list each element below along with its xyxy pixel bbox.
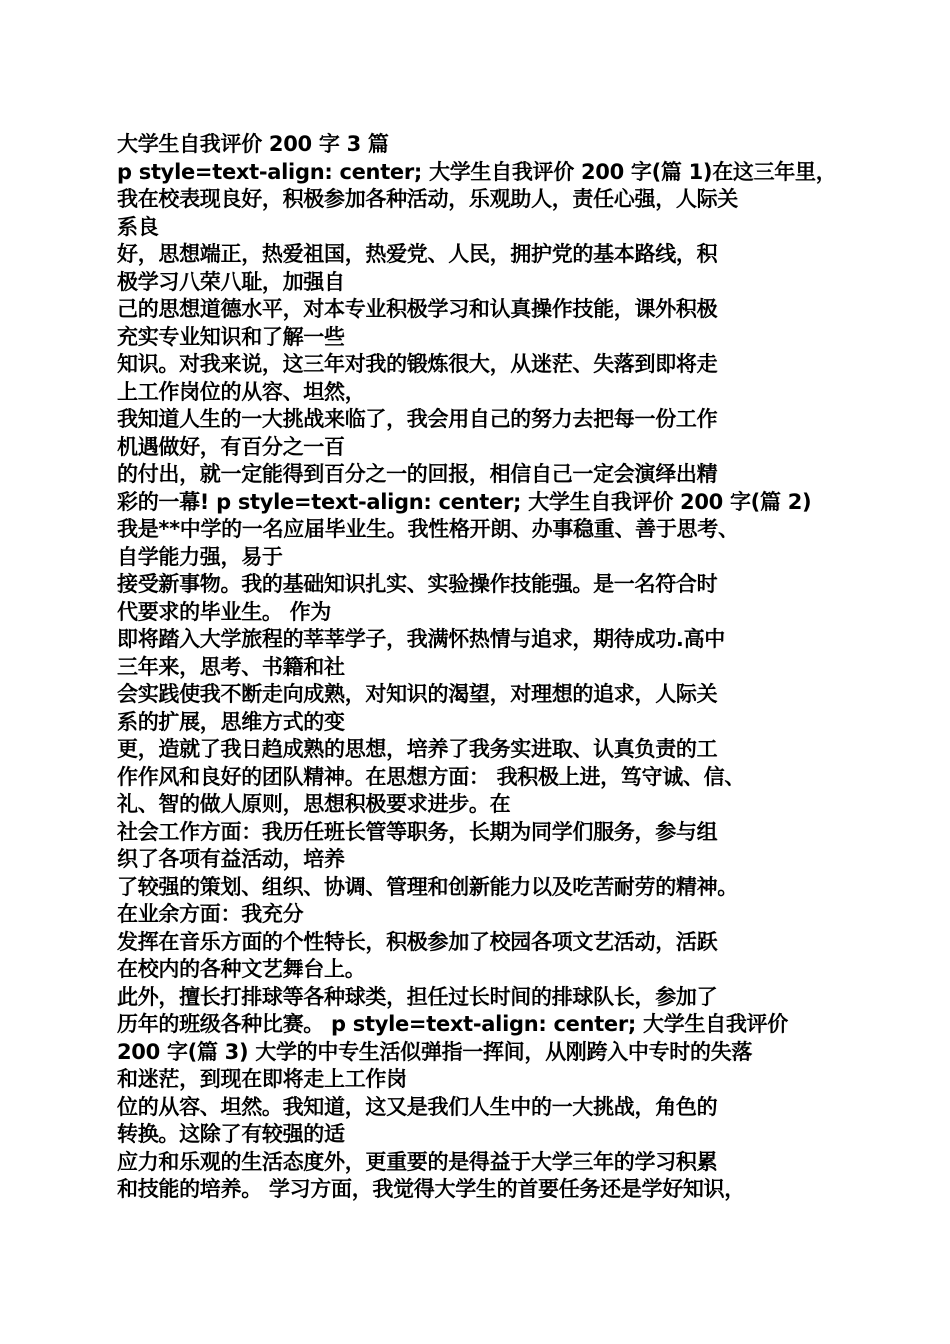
text-line: 极学习八荣八耻，加强自 <box>117 269 345 294</box>
text-line: 我是**中学的一名应届毕业生。我性格开朗、办事稳重、善于思考、 <box>117 517 739 541</box>
text-line: 在校内的各种文艺舞台上。 <box>117 957 366 981</box>
text-line: 社会工作方面：我历任班长管等职务，长期为同学们服务，参与组 <box>117 819 718 844</box>
text-line: 历年的班级各种比赛。 p style=text-align: center; 大学生自我评价 <box>117 1012 788 1036</box>
text-line: 更，造就了我日趋成熟的思想，培养了我务实进取、认真负责的工 <box>117 737 718 761</box>
text-line: 我在校表现良好，积极参加各种活动，乐观助人，责任心强，人际关 <box>117 187 738 211</box>
text-line: 礼、智的做人原则，思想积极要求进步。在 <box>117 792 511 816</box>
text-line: 己的思想道德水平，对本专业积极学习和认真操作技能，课外积极 <box>117 297 718 321</box>
text-line: 代要求的毕业生。 作为 <box>117 599 332 624</box>
text-line: 位的从容、坦然。我知道，这又是我们人生中的一大挑战，角色的 <box>117 1094 718 1119</box>
text-line: 200 字(篇 3) 大学的中专生活似弹指一挥间，从刚跨入中专时的失落 <box>117 1039 753 1064</box>
text-line: 机遇做好，有百分之一百 <box>117 434 345 459</box>
document-body <box>117 131 837 1204</box>
text-line: 知识。对我来说，这三年对我的锻炼很大，从迷茫、失落到即将走 <box>117 352 718 376</box>
text-line: 在业余方面：我充分 <box>117 902 304 926</box>
text-line: 会实践使我不断走向成熟，对知识的渴望，对理想的追求，人际关 <box>117 682 718 706</box>
text-line: 转换。这除了有较强的适 <box>117 1122 345 1146</box>
text-line: 三年来，思考、书籍和社 <box>117 654 345 679</box>
text-line: 自学能力强，易于 <box>117 544 283 569</box>
text-line: 彩的一幕! p style=text-align: center; 大学生自我评价 200 字(篇 2) <box>117 489 812 514</box>
text-line: 和迷茫，到现在即将走上工作岗 <box>117 1067 407 1091</box>
text-line: 的付出，就一定能得到百分之一的回报，相信自己一定会演绎出精 <box>117 462 718 486</box>
text-line: 织了各项有益活动，培养 <box>117 847 345 871</box>
text-line: 上工作岗位的从容、坦然， <box>117 379 366 404</box>
text-line: 接受新事物。我的基础知识扎实、实验操作技能强。是一名符合时 <box>117 572 718 596</box>
text-line: 即将踏入大学旅程的莘莘学子，我满怀热情与追求，期待成功.高中 <box>117 627 725 651</box>
text-line: 了较强的策划、组织、协调、管理和创新能力以及吃苦耐劳的精神。 <box>117 874 738 899</box>
text-line: 系良 <box>117 214 159 239</box>
text-line: p style=text-align: center; 大学生自我评价 200 字(篇 1)在这三年里， <box>117 159 837 184</box>
text-line: 好，思想端正，热爱祖国，热爱党、人民，拥护党的基本路线，积 <box>117 242 718 266</box>
text-line: 充实专业知识和了解一些 <box>117 324 345 349</box>
text-line: 和技能的培养。 学习方面，我觉得大学生的首要任务还是学好知识， <box>117 1177 746 1201</box>
document-title: 大学生自我评价 200 字 3 篇 <box>117 132 389 156</box>
text-line: 作作风和良好的团队精神。在思想方面： 我积极上进，笃守诚、信、 <box>117 764 746 789</box>
text-line: 发挥在音乐方面的个性特长，积极参加了校园各项文艺活动，活跃 <box>117 929 718 954</box>
text-line: 应力和乐观的生活态度外，更重要的是得益于大学三年的学习积累 <box>117 1149 718 1174</box>
text-line: 系的扩展，思维方式的变 <box>117 709 345 734</box>
text-line: 此外，擅长打排球等各种球类，担任过长时间的排球队长，参加了 <box>117 984 718 1009</box>
text-line: 我知道人生的一大挑战来临了，我会用自己的努力去把每一份工作 <box>117 407 718 431</box>
